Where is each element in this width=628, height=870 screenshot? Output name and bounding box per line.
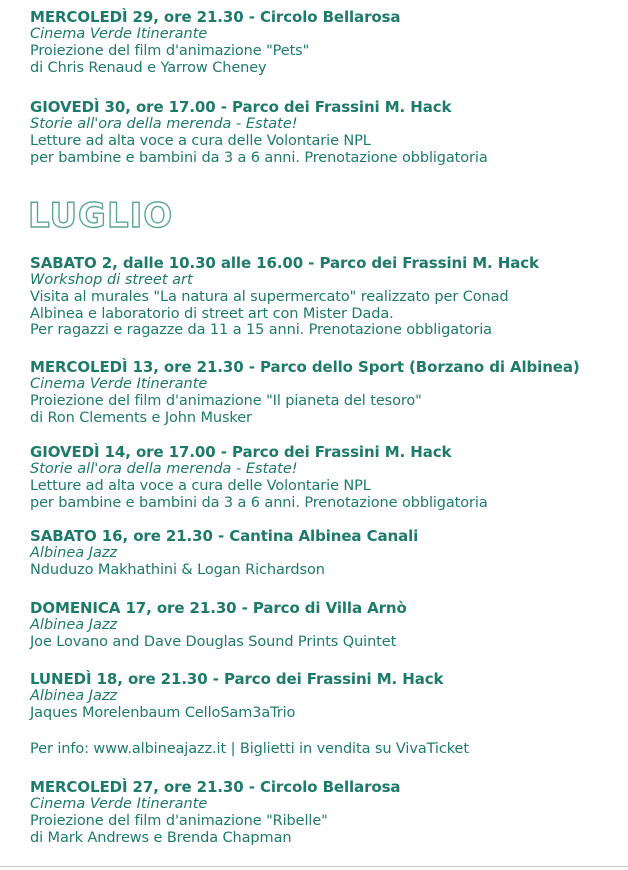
event-description-line: di Chris Renaud e Yarrow Cheney bbox=[30, 59, 267, 76]
event-sabato-16 bbox=[30, 527, 620, 579]
event-series: Albinea Jazz bbox=[30, 545, 118, 561]
event-heading: SABATO 2, dalle 10.30 alle 16.00 - Parco dei Frassini M. Hack bbox=[30, 254, 539, 272]
bottom-divider bbox=[0, 866, 628, 867]
event-heading: MERCOLEDÌ 27, ore 21.30 - Circolo Bellarosa bbox=[30, 778, 401, 796]
event-series: Albinea Jazz bbox=[30, 617, 118, 633]
event-description-line: Proiezione del film d'animazione "Ribelle" bbox=[30, 813, 328, 829]
event-series: Storie all'ora della merenda - Estate! bbox=[30, 461, 298, 477]
event-description-line: Per ragazzi e ragazze da 11 a 15 anni. Prenotazione obbligatoria bbox=[30, 322, 492, 338]
event-series: Storie all'ora della merenda - Estate! bbox=[30, 116, 298, 132]
event-heading: SABATO 16, ore 21.30 - Cantina Albinea Canali bbox=[30, 527, 419, 545]
event-description-line: Visita al murales "La natura al supermercato" realizzato per Conad bbox=[30, 289, 509, 305]
event-description-line: per bambine e bambini da 3 a 6 anni. Prenotazione obbligatoria bbox=[30, 149, 488, 166]
event-description-line: di Ron Clements e John Musker bbox=[30, 409, 252, 426]
event-mercoledi-13 bbox=[30, 358, 620, 426]
event-series: Cinema Verde Itinerante bbox=[30, 796, 208, 812]
event-heading: MERCOLEDÌ 29, ore 21.30 - Circolo Bellarosa bbox=[30, 8, 401, 26]
event-lunedi-18 bbox=[30, 670, 620, 722]
event-description-line: Letture ad alta voce a cura delle Volontarie NPL bbox=[30, 478, 371, 494]
event-series: Cinema Verde Itinerante bbox=[30, 376, 208, 392]
event-series: Workshop di street art bbox=[30, 272, 193, 288]
event-giovedi-14 bbox=[30, 443, 620, 511]
month-heading: LUGLIO bbox=[28, 196, 174, 236]
event-heading: LUNEDÌ 18, ore 21.30 - Parco dei Frassini M. Hack bbox=[30, 670, 444, 688]
event-mercoledi-29 bbox=[30, 8, 620, 76]
event-description-line: di Mark Andrews e Brenda Chapman bbox=[30, 829, 292, 846]
event-description-line: Jaques Morelenbaum CelloSam3aTrio bbox=[30, 705, 296, 721]
event-giovedi-30 bbox=[30, 98, 620, 166]
info-line: Per info: www.albineajazz.it | Biglietti in vendita su VivaTicket bbox=[30, 741, 469, 757]
event-description-line: Proiezione del film d'animazione "Il pianeta del tesoro" bbox=[30, 393, 422, 409]
event-heading: DOMENICA 17, ore 21.30 - Parco di Villa Arnò bbox=[30, 599, 407, 617]
event-heading: GIOVEDÌ 14, ore 17.00 - Parco dei Frassini M. Hack bbox=[30, 443, 452, 461]
event-heading: MERCOLEDÌ 13, ore 21.30 - Parco dello Sport (Borzano di Albinea) bbox=[30, 358, 580, 376]
event-domenica-17 bbox=[30, 599, 620, 651]
event-description-line: Joe Lovano and Dave Douglas Sound Prints Quintet bbox=[30, 634, 397, 650]
event-heading: GIOVEDÌ 30, ore 17.00 - Parco dei Frassini M. Hack bbox=[30, 98, 452, 116]
event-series: Cinema Verde Itinerante bbox=[30, 26, 208, 42]
event-sabato-2 bbox=[30, 254, 620, 339]
event-description-line: Proiezione del film d'animazione "Pets" bbox=[30, 43, 310, 59]
event-description-line: per bambine e bambini da 3 a 6 anni. Prenotazione obbligatoria bbox=[30, 494, 488, 511]
event-description-line: Nduduzo Makhathini & Logan Richardson bbox=[30, 562, 325, 578]
event-description-line: Albinea e laboratorio di street art con Mister Dada. bbox=[30, 305, 394, 322]
event-series: Albinea Jazz bbox=[30, 688, 118, 704]
event-mercoledi-27 bbox=[30, 778, 620, 846]
event-description-line: Letture ad alta voce a cura delle Volontarie NPL bbox=[30, 133, 371, 149]
